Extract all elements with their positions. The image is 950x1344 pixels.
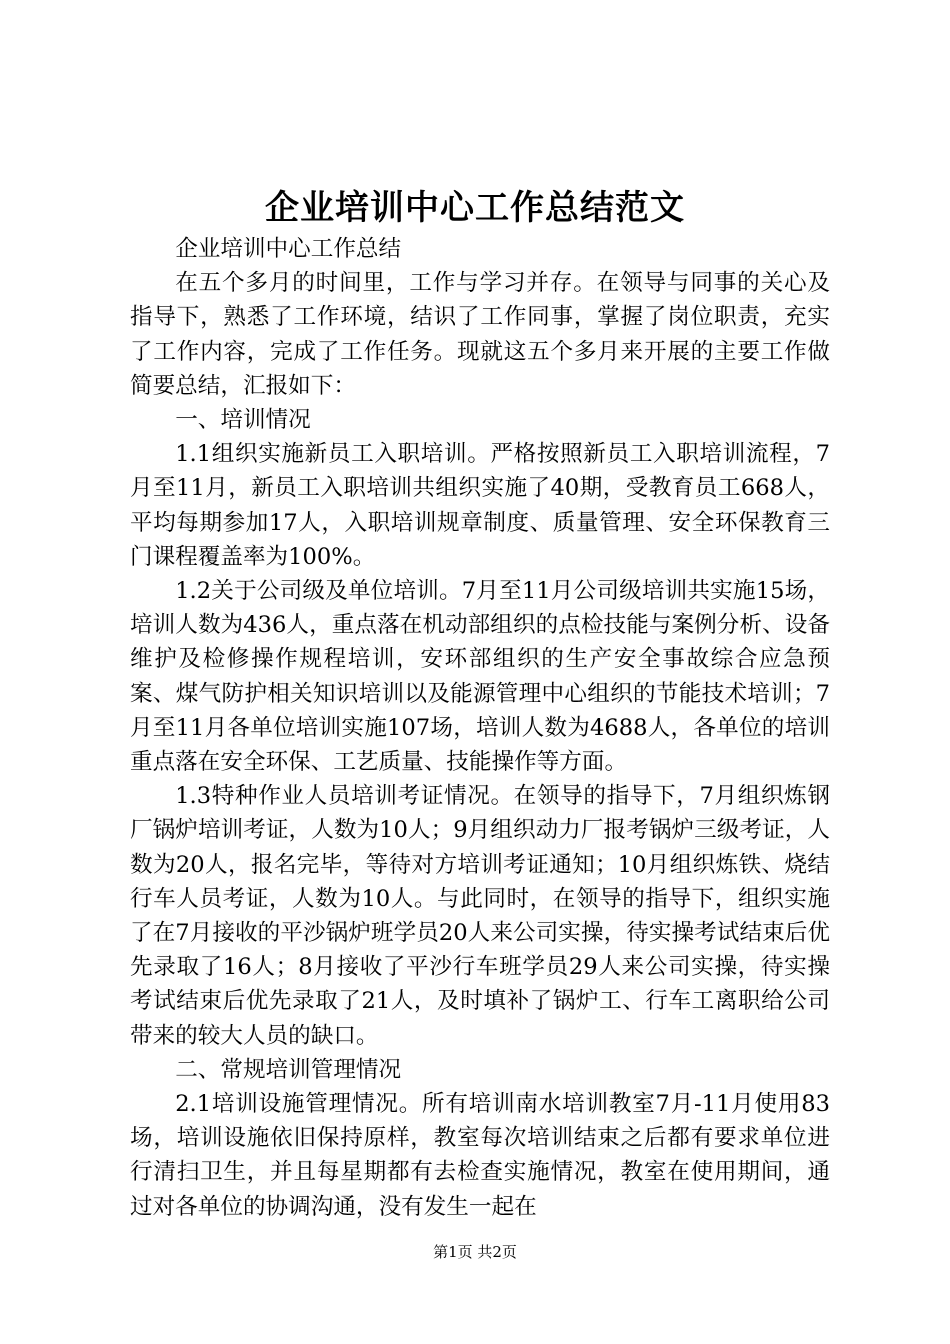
paragraph-heading: 企业培训中心工作总结 — [175, 236, 402, 262]
section-heading-training: 一、培训情况 — [175, 407, 311, 434]
document-title: 企业培训中心工作总结范文 — [265, 188, 685, 228]
paragraph-1-3: 1.3特种作业人员培训考证情况。在领导的指导下，7月组织炼钢厂锅炉培训考证，人数为10人；9月组织动力厂报考锅炉三级考证，人数为20人，报名完毕，等待对方培训考证通知；10月组织炼铁、烧结行车人员考证，人数为10人。与此同时，在领导的指导下，组织实施了在7月接收的平沙锅炉班学员20人来公司实操，待实操考试结束后优先录取了16人；8月接收了平沙行车班学员29人来公司实操，待实操考试结束后优先录取了21人，及时填补了锅炉工、行车工离职给公司带来的较大人员的缺口。 — [130, 783, 830, 1049]
section-heading-management: 二、常规培训管理情况 — [175, 1056, 402, 1083]
paragraph-1-2: 1.2关于公司级及单位培训。7月至11月公司级培训共实施15场，培训人数为436人，重点落在机动部组织的点检技能与案例分析、设备维护及检修操作规程培训，安环部组织的生产安全事故综合应急预案、煤气防护相关知识培训以及能源管理中心组织的节能技术培训；7月至11月各单位培训实施107场，培训人数为4688人，各单位的培训重点落在安全环保、工艺质量、技能操作等方面。 — [130, 578, 830, 776]
paragraph-1-1: 1.1组织实施新员工入职培训。严格按照新员工入职培训流程，7月至11月，新员工入职培训共组织实施了40期，受教育员工668人，平均每期参加17人，入职培训规章制度、质量管理、安全环保教育三门课程覆盖率为100%。 — [130, 441, 830, 570]
page-footer: 第1页 共2页 — [433, 1243, 517, 1261]
paragraph-2-1: 2.1培训设施管理情况。所有培训南水培训教室7月-11月使用83场，培训设施依旧保持原样，教室每次培训结束之后都有要求单位进行清扫卫生，并且每星期都有去检查实施情况，教室在使用期间，通过对各单位的协调沟通，没有发生一起在 — [130, 1091, 830, 1220]
paragraph-intro: 在五个多月的时间里，工作与学习并存。在领导与同事的关心及指导下，熟悉了工作环境，结识了工作同事，掌握了岗位职责，充实了工作内容，完成了工作任务。现就这五个多月来开展的主要工作做简要总结，汇报如下： — [130, 270, 830, 399]
document-body — [130, 232, 830, 1224]
